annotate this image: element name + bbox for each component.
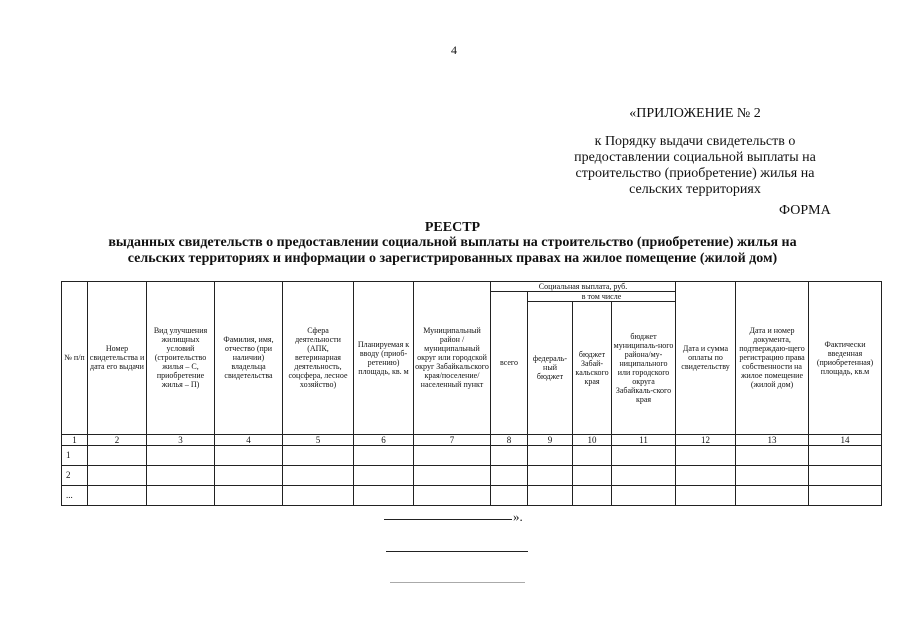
table-cell: [676, 485, 736, 505]
column-number-row: [62, 434, 882, 445]
table-cell: [491, 465, 528, 485]
table-cell: [88, 485, 147, 505]
table-cell: [215, 465, 283, 485]
closing-quote: ».: [513, 509, 523, 524]
table-cell: [809, 445, 882, 465]
header-cell-regional-budget: бюджет Забай-кальского края: [573, 302, 612, 435]
header-cell-ownership-doc: Дата и номер документа, подтверждаю-щего регистрацию права собственности на жилое помещение (жилой дом): [736, 282, 809, 435]
column-number: 1: [62, 434, 88, 445]
separator-line: [390, 582, 525, 583]
row-label: 1: [62, 445, 88, 465]
table-cell: [147, 485, 215, 505]
register-table: [61, 281, 882, 506]
header-cell-social-payment: Социальная выплата, руб.: [491, 282, 676, 292]
table-cell: [283, 485, 354, 505]
column-number: 4: [215, 434, 283, 445]
column-number: 9: [528, 434, 573, 445]
column-number: 14: [809, 434, 882, 445]
appendix-line: строительство (приобретение) жилья на: [575, 166, 815, 181]
column-number: 2: [88, 434, 147, 445]
column-number: 11: [612, 434, 676, 445]
register-subtitle: [70, 235, 835, 267]
table-cell: [809, 465, 882, 485]
table-cell: [354, 445, 414, 465]
table-cell: [809, 485, 882, 505]
appendix-line: к Порядку выдачи свидетельств о: [594, 134, 796, 149]
register-subtitle-line: выданных свидетельств о предоставлении социальной выплаты на строительство (приобретение) жилья на: [108, 235, 797, 250]
table-cell: [612, 465, 676, 485]
table-cell: [215, 485, 283, 505]
table-cell: [283, 465, 354, 485]
table-cell: [283, 445, 354, 465]
table-cell: [88, 465, 147, 485]
table-cell: [612, 485, 676, 505]
table-cell: [354, 465, 414, 485]
column-number: 3: [147, 434, 215, 445]
column-number: 8: [491, 434, 528, 445]
table-cell: [147, 445, 215, 465]
header-cell-payment-date: Дата и сумма оплаты по свидетельству: [676, 282, 736, 435]
appendix-block: [555, 106, 835, 198]
table-cell: [676, 465, 736, 485]
header-cell-improvement-type: Вид улучшения жилищных условий (строительство жилья – С, приобретение жилья – П): [147, 282, 215, 435]
header-cell-planned-area: Планируемая к вводу (приоб-ретению) площадь, кв. м: [354, 282, 414, 435]
table-cell: [414, 465, 491, 485]
header-cell-total: всего: [491, 292, 528, 435]
column-number: 12: [676, 434, 736, 445]
table-row: [62, 445, 882, 465]
header-cell-certificate: Номер свидетельства и дата его выдачи: [88, 282, 147, 435]
table-row: [62, 485, 882, 505]
appendix-line: сельских территориях: [629, 182, 761, 197]
page-number: 4: [451, 43, 457, 57]
column-number: 6: [354, 434, 414, 445]
separator-line: [386, 551, 528, 552]
table-cell: [414, 445, 491, 465]
row-label: 2: [62, 465, 88, 485]
table-cell: [147, 465, 215, 485]
register-subtitle-line: сельских территориях и информации о зарегистрированных правах на жилое помещение (жилой дом): [127, 251, 778, 266]
table-cell: [736, 445, 809, 465]
table-cell: [736, 465, 809, 485]
forma-label: ФОРМА: [779, 203, 831, 218]
table-cell: [573, 465, 612, 485]
table-cell: [573, 445, 612, 465]
header-cell-actual-area: Фактически введенная (приобретенная) площадь, кв.м: [809, 282, 882, 435]
appendix-line: предоставлении социальной выплаты на: [574, 150, 816, 165]
appendix-title: «ПРИЛОЖЕНИЕ № 2: [629, 106, 761, 121]
column-number: 10: [573, 434, 612, 445]
column-number: 5: [283, 434, 354, 445]
table-cell: [736, 485, 809, 505]
table-cell: [414, 485, 491, 505]
header-cell-municipality: Муниципальный район /муниципальный округ или городской округ Забайкальского края/поселение/ населенный пункт: [414, 282, 491, 435]
table-row: [62, 465, 882, 485]
header-cell-including: в том числе: [528, 292, 676, 302]
table-cell: [491, 485, 528, 505]
column-number: 13: [736, 434, 809, 445]
table-cell: [528, 485, 573, 505]
row-label: ...: [62, 485, 88, 505]
header-cell-num: № п/п: [62, 282, 88, 435]
table-cell: [612, 445, 676, 465]
header-cell-municipal-budget: бюджет муниципаль-ного района/му-ниципального или городского округа Забайкаль-ского края: [612, 302, 676, 435]
table-cell: [528, 445, 573, 465]
table-cell: [354, 485, 414, 505]
table-cell: [573, 485, 612, 505]
header-cell-activity-sphere: Сфера деятельности (АПК, ветеринарная деятельность, соцсфера, лесное хозяйство): [283, 282, 354, 435]
table-cell: [491, 445, 528, 465]
table-cell: [215, 445, 283, 465]
table-cell: [676, 445, 736, 465]
register-title: РЕЕСТР: [424, 220, 481, 235]
column-number: 7: [414, 434, 491, 445]
signature-line: [384, 519, 512, 520]
header-cell-federal-budget: федераль-ный бюджет: [528, 302, 573, 435]
header-cell-owner-name: Фамилия, имя, отчество (при наличии) владельца свидетельства: [215, 282, 283, 435]
table-cell: [88, 445, 147, 465]
table-cell: [528, 465, 573, 485]
